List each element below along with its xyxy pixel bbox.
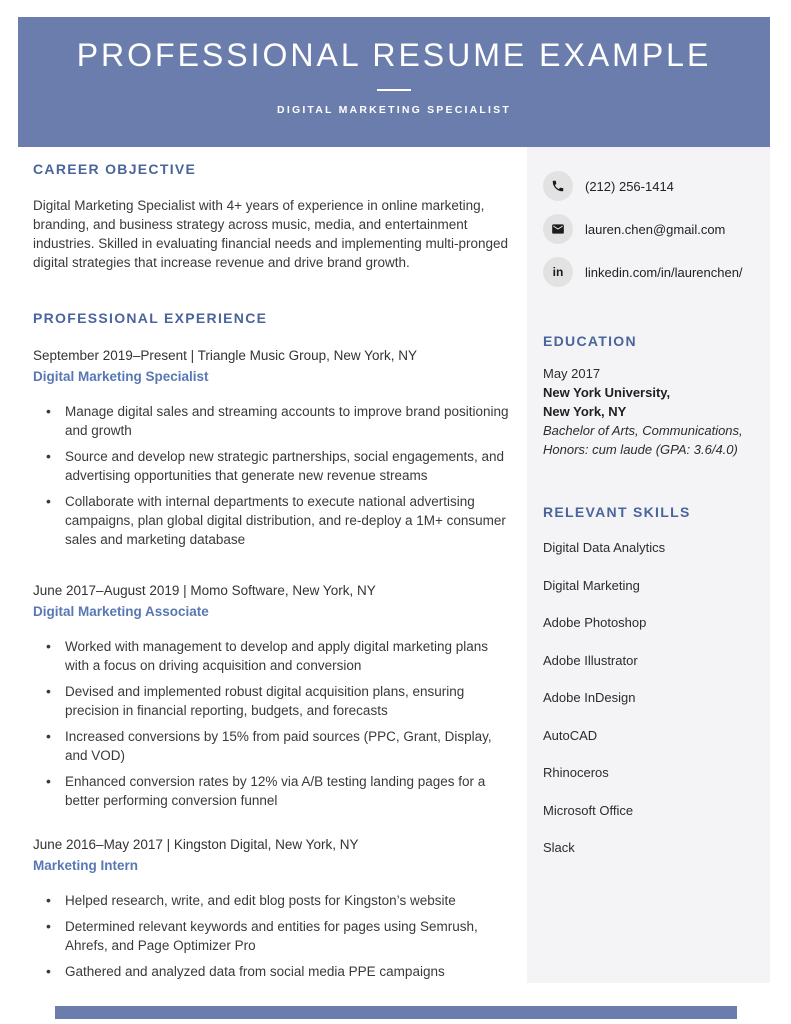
education-entry (543, 364, 757, 459)
linkedin-glyph: in (552, 265, 564, 279)
bullet-item: • Determined relevant keywords and entities for pages using Semrush, Ahrefs, and Page Optimizer Pro (33, 917, 513, 955)
job-entry-momo-software (33, 581, 513, 810)
linkedin-icon (543, 257, 573, 287)
skills-list (543, 538, 757, 857)
job-dates-company: June 2016–May 2017 | Kingston Digital, New York, NY (33, 837, 359, 852)
job-bullet-list (33, 637, 513, 810)
bullet-item: • Source and develop new strategic partnerships, social engagements, and advertising opportunities that generate new revenue streams (33, 447, 513, 485)
job-entry-triangle-music-group (33, 346, 513, 549)
skill-item: AutoCAD (543, 727, 598, 743)
email-address: lauren.chen@gmail.com (585, 221, 726, 237)
bullet-item: • Devised and implemented robust digital acquisition plans, ensuring precision in financial reporting, budgets, and forecasts (33, 682, 513, 720)
skills-heading: RELEVANT SKILLS (543, 504, 691, 520)
education-section (543, 332, 757, 459)
title-divider (377, 89, 411, 91)
skill-item: Digital Marketing (543, 577, 640, 593)
skill-item: Adobe Photoshop (543, 615, 647, 630)
career-objective-heading: CAREER OBJECTIVE (33, 161, 197, 177)
bullet-item: • Collaborate with internal departments to execute national advertising campaigns, plan global digital distribution, and re-deploy a 1M+ consumer sales and marketing database (33, 492, 513, 549)
contact-item-linkedin (543, 257, 757, 287)
education-location: New York, NY (543, 404, 627, 419)
contact-section (543, 171, 757, 287)
skill-item: Adobe Illustrator (543, 652, 638, 668)
job-dates-company: September 2019–Present | Triangle Music Group, New York, NY (33, 348, 417, 363)
job-title: Digital Marketing Associate (33, 604, 209, 619)
job-title: Digital Marketing Specialist (33, 369, 209, 384)
linkedin-url: linkedin.com/in/laurenchen/ (585, 264, 743, 280)
phone-icon (543, 171, 573, 201)
bullet-item: • Helped research, write, and edit blog posts for Kingston’s website (33, 891, 513, 910)
skills-section (543, 503, 757, 857)
bullet-item: • Manage digital sales and streaming accounts to improve brand positioning and growth (33, 402, 513, 440)
job-title: Marketing Intern (33, 858, 139, 873)
bullet-item: • Worked with management to develop and apply digital marketing plans with a focus on driving acquisition and conversion (33, 637, 513, 675)
sidebar (543, 160, 757, 876)
career-objective-text: Digital Marketing Specialist with 4+ years of experience in online marketing, branding, and business strategy across music, media, and entertainment industries. Skilled in evaluating financial needs and implementing multi-pronged digital strategies that increase revenue and drive brand growth. (33, 198, 509, 270)
skill-item: Digital Data Analytics (543, 540, 666, 555)
phone-number: (212) 256-1414 (585, 178, 674, 194)
email-icon (543, 214, 573, 244)
main-column (33, 160, 513, 988)
experience-heading: PROFESSIONAL EXPERIENCE (33, 310, 268, 326)
career-objective-section (33, 160, 513, 272)
education-school: New York University, (543, 385, 671, 400)
education-date: May 2017 (543, 366, 601, 381)
education-honors: Honors: cum laude (GPA: 3.6/4.0) (543, 442, 738, 457)
page-title: PROFESSIONAL RESUME EXAMPLE (76, 37, 712, 73)
bullet-item: • Gathered and analyzed data from social media PPE campaigns (33, 962, 513, 981)
contact-item-email (543, 214, 757, 244)
header-subtitle: DIGITAL MARKETING SPECIALIST (277, 104, 511, 116)
header-banner (18, 17, 770, 147)
education-degree: Bachelor of Arts, Communications, (543, 423, 743, 438)
skill-item: Microsoft Office (543, 802, 634, 818)
job-entry-kingston-digital (33, 835, 513, 981)
skill-item: Adobe InDesign (543, 690, 636, 705)
education-heading: EDUCATION (543, 333, 637, 349)
bullet-item: • Enhanced conversion rates by 12% via A/B testing landing pages for a better performing conversion funnel (33, 772, 513, 810)
experience-section (33, 309, 513, 981)
job-bullet-list (33, 402, 513, 549)
footer-bar (55, 1006, 737, 1019)
skill-item: Slack (543, 840, 575, 855)
bullet-item: • Increased conversions by 15% from paid sources (PPC, Grant, Display, and VOD) (33, 727, 513, 765)
skill-item: Rhinoceros (543, 765, 609, 780)
job-dates-company: June 2017–August 2019 | Momo Software, New York, NY (33, 583, 376, 598)
contact-item-phone (543, 171, 757, 201)
job-bullet-list (33, 891, 513, 981)
